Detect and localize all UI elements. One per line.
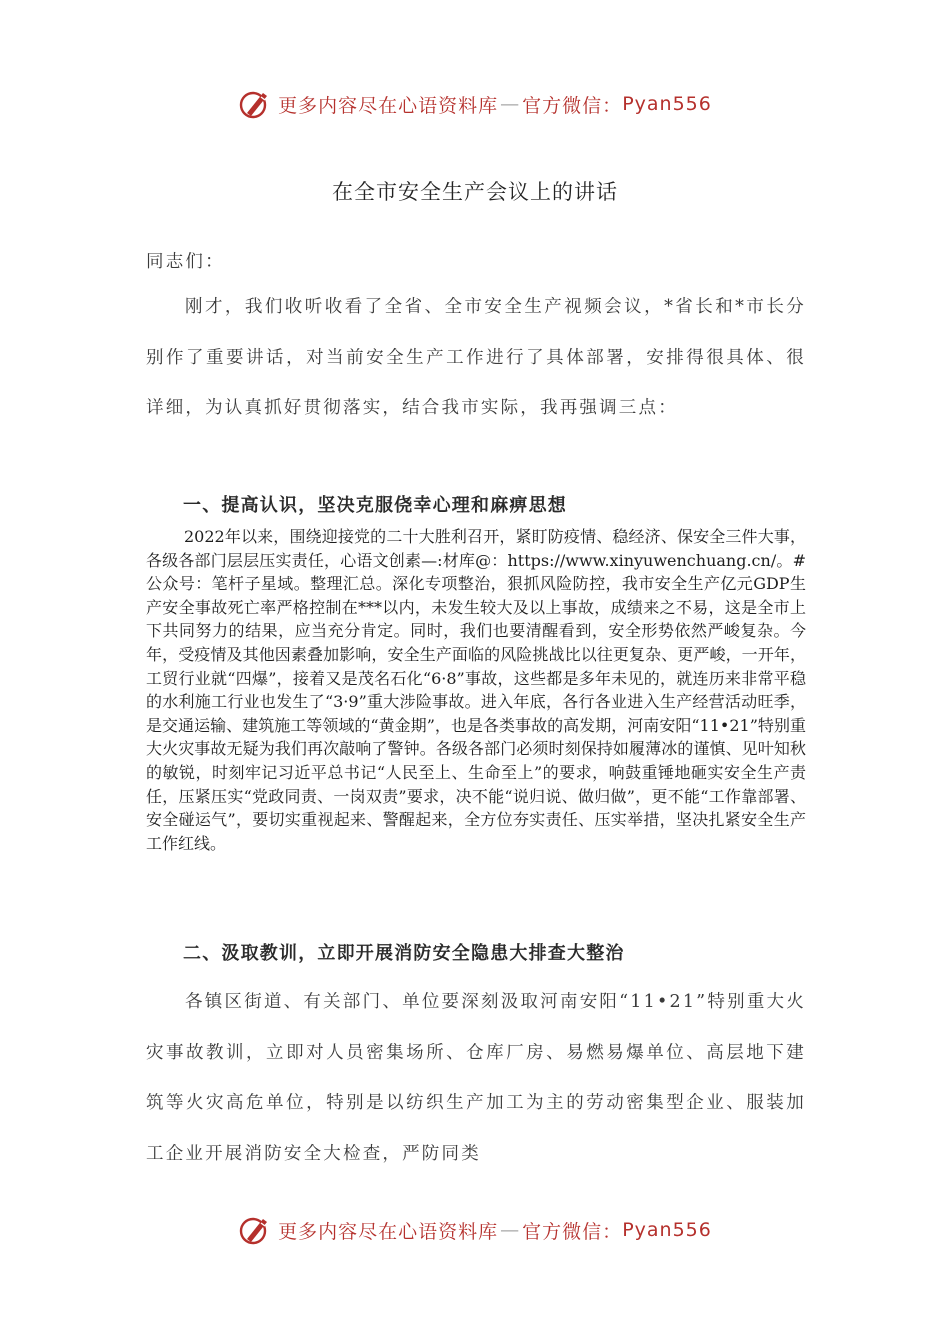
paragraph-section-1: 2022年以来，围绕迎接党的二十大胜利召开，紧盯防疫情、稳经济、保安全三件大事，各级各部门层层压实责任，心语文创素—:材库@：https://www.xinyuwenchuang.cn/。#公众号：笔杆子星域。整理汇总。深化专项整治，狠抓风险防控，我市安全生产亿元GDP生产安全事故死亡率严格控制在***以内，未发生较大及以上事故，成绩来之不易，这是全市上下共同努力的结果，应当充分肯定。同时，我们也要清醒看到，安全形势依然严峻复杂。今年，受疫情及其他因素叠加影响，安全生产面临的风险挑战比以往更复杂、更严峻，一开年，工贸行业就“四爆”，接着又是茂名石化“6·8”事故，这些都是多年未见的，就连历来非常平稳的水利施工行业也发生了“3·9”重大涉险事故。进入年底，各行各业进入生产经营活动旺季，是交通运输、建筑施工等领域的“黄金期”，也是各类事故的高发期，河南安阳“11•21”特别重大火灾事故无疑为我们再次敲响了警钟。各级各部门必须时刻保持如履薄冰的谨慎、见叶知秋的敏锐，时刻牢记习近平总书记“人民至上、生命至上”的要求，响鼓重锤地砸实安全生产责任，压紧压实“党政同责、一岗双责”要求，决不能“说归说、做归做”，更不能“工作靠部署、安全碰运气”，要切实重视起来、警醒起来，全方位夯实责任、压实举措，坚决扎紧安全生产工作红线。 xyxy=(146,527,806,853)
watermark-text: 更多内容尽在心语资料库 xyxy=(278,94,499,117)
watermark-text: 更多内容尽在心语资料库 xyxy=(278,1220,499,1243)
watermark-separator: — xyxy=(500,1219,521,1241)
section-heading-2: 二、汲取教训，立即开展消防安全隐患大排查大整治 xyxy=(183,943,625,964)
watermark-contact: 官方微信： xyxy=(522,1220,623,1243)
pen-circle-logo-icon xyxy=(238,87,272,121)
paragraph-intro: 刚才，我们收听收看了全省、全市安全生产视频会议，*省长和*市长分别作了重要讲话，对当前安全生产工作进行了具体部署，安排得很具体、很详细，为认真抓好贯彻落实，结合我市实际，我再强调三点： xyxy=(146,297,806,418)
document-title: 在全市安全生产会议上的讲话 xyxy=(332,180,618,204)
greeting: 同志们： xyxy=(146,252,225,272)
watermark-contact: 官方微信： xyxy=(522,94,623,117)
watermark-separator: — xyxy=(500,93,521,115)
paragraph-section-2: 各镇区街道、有关部门、单位要深刻汲取河南安阳“11•21”特别重大火灾事故教训，立即对人员密集场所、仓库厂房、易燃易爆单位、高层地下建筑等火灾高危单位，特别是以纺织生产加工为主的劳动密集型企业、服装加工企业开展消防安全大检查，严防同类 xyxy=(146,992,806,1164)
watermark-wechat-id: Pyan556 xyxy=(622,1219,712,1241)
section-heading-1: 一、提高认识，坚决克服侥幸心理和麻痹思想 xyxy=(183,495,567,516)
pen-circle-logo-icon xyxy=(238,1213,272,1247)
watermark-banner-bottom xyxy=(0,1208,950,1252)
watermark-wechat-id: Pyan556 xyxy=(622,93,712,115)
watermark-banner-top xyxy=(0,82,950,126)
